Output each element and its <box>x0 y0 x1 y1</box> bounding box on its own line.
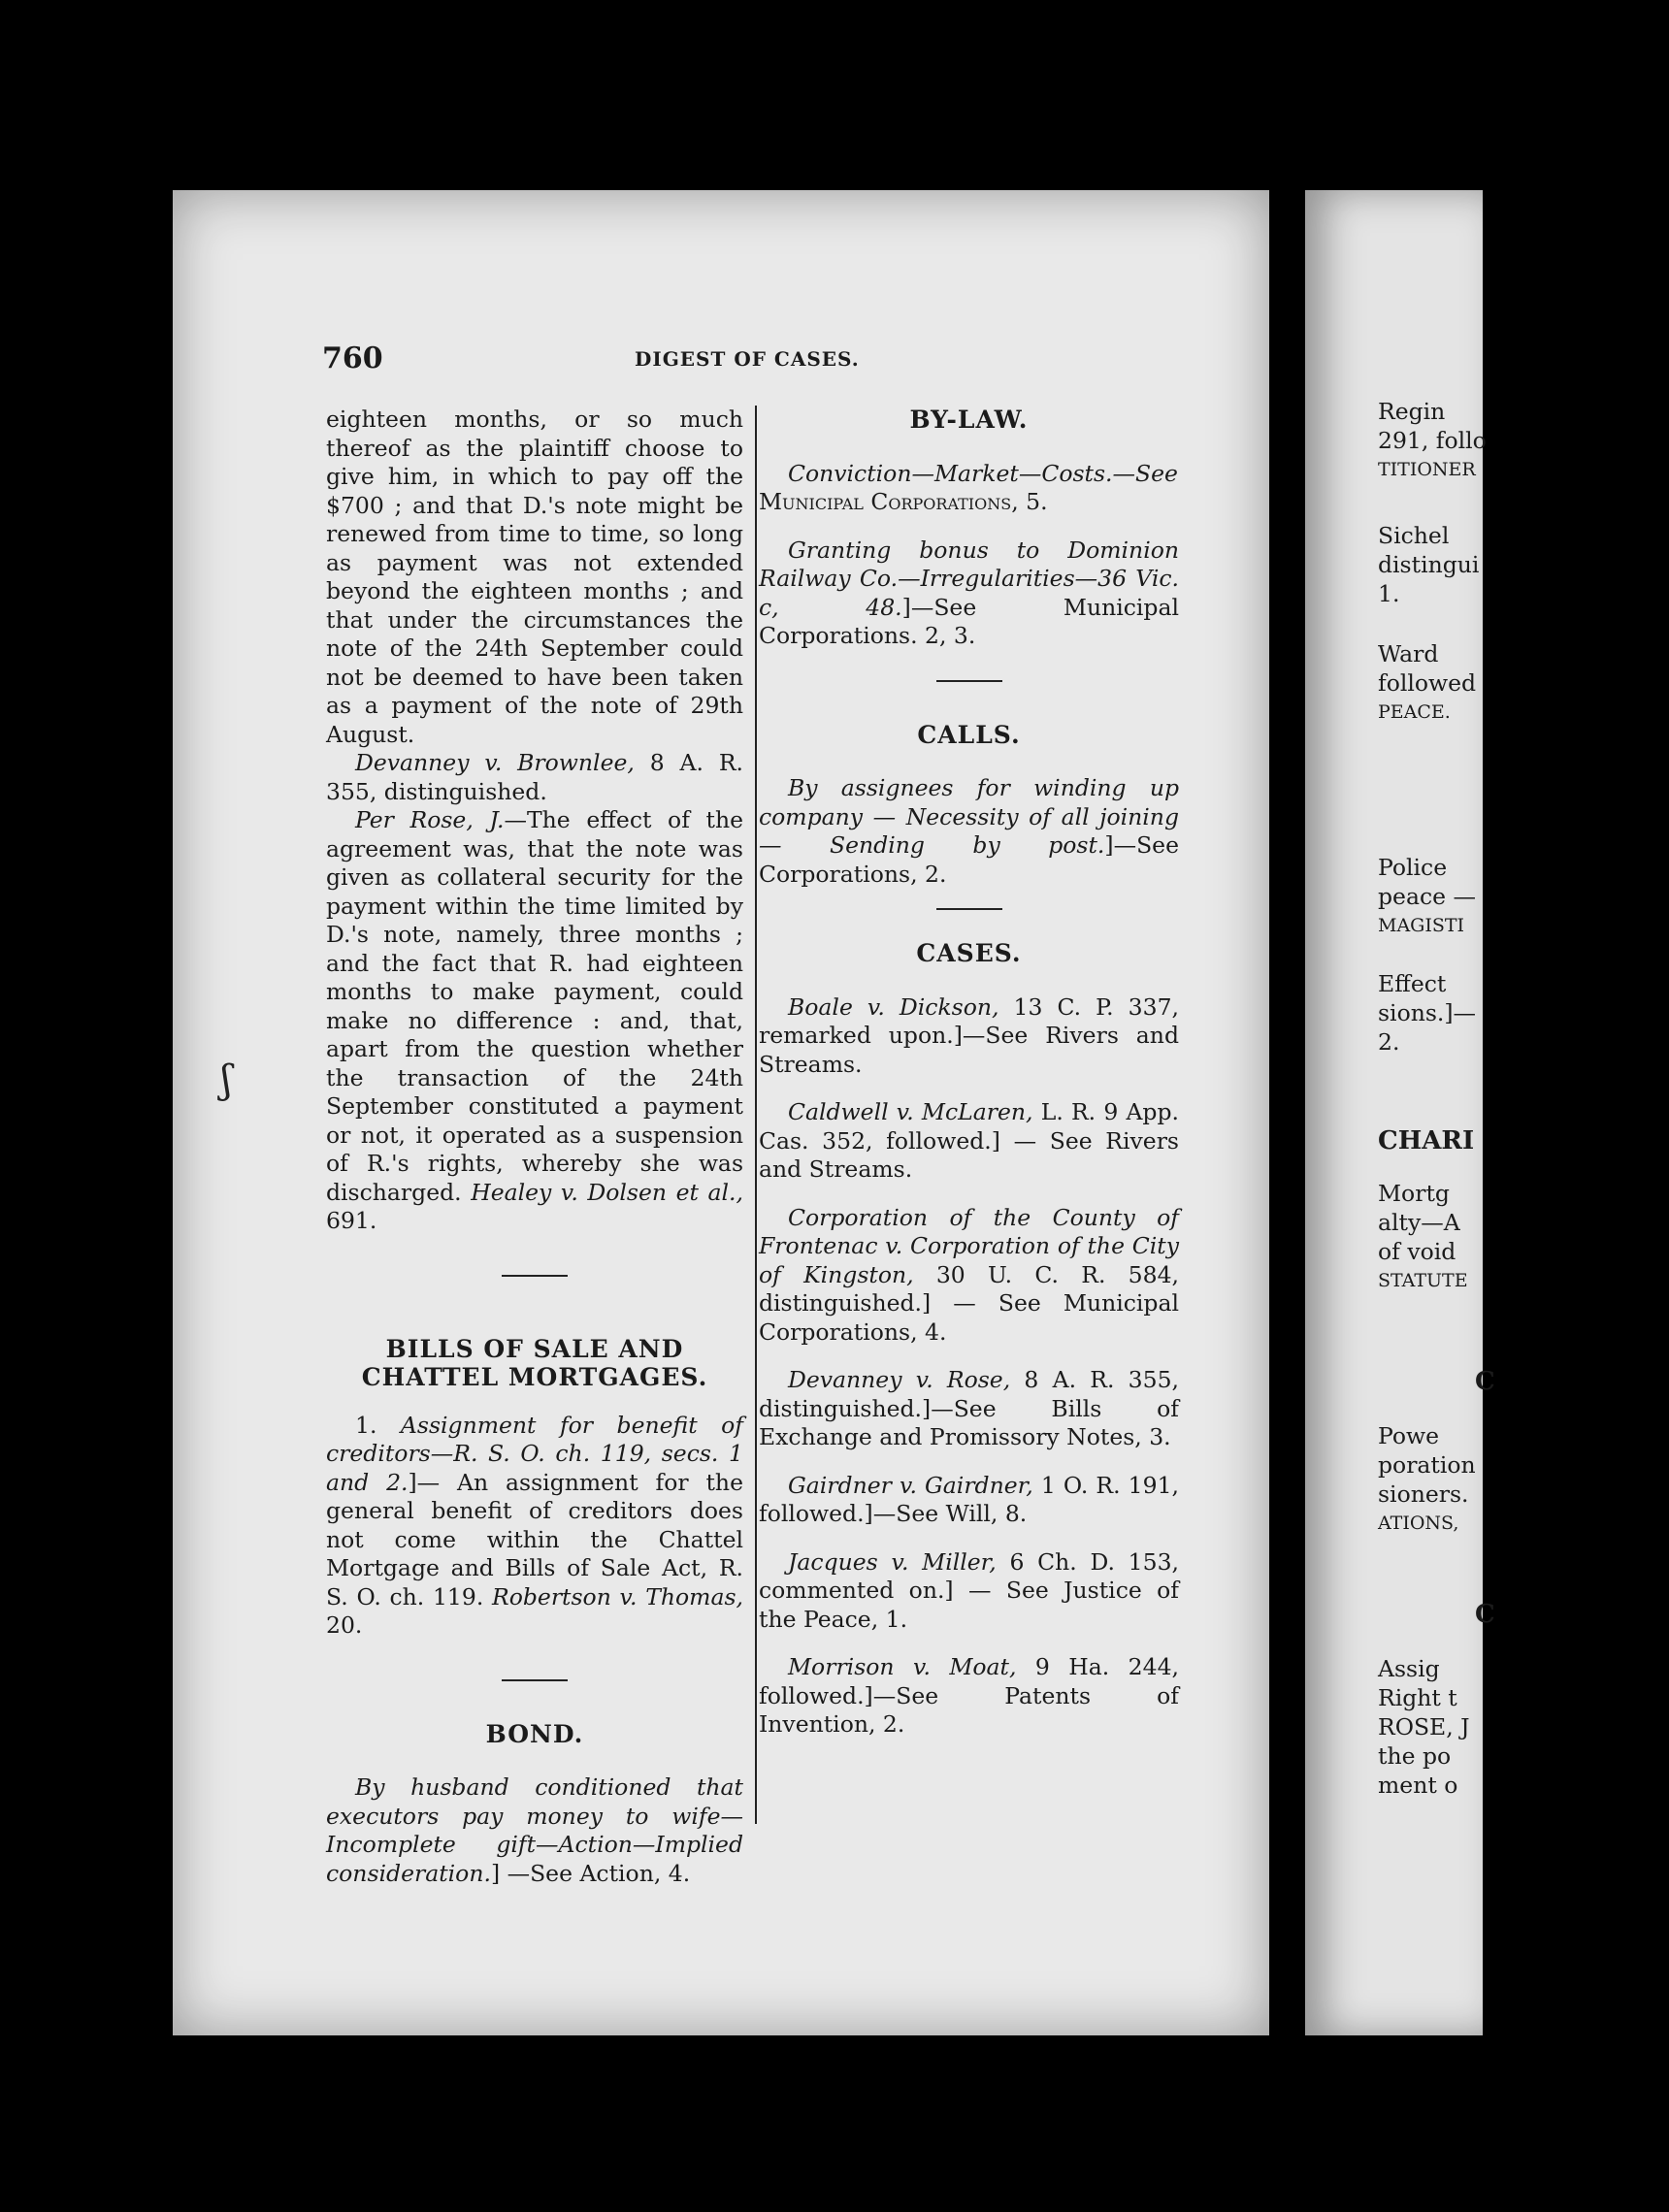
fragment-line: Powe <box>1378 1422 1440 1449</box>
case-entry <box>759 993 1179 1080</box>
section-heading: BILLS OF SALE AND CHATTEL MORTGAGES. <box>361 1334 708 1391</box>
case-name: Morrison v. Moat, <box>788 1653 1017 1680</box>
fragment-line: C <box>1475 1600 1495 1629</box>
paragraph-text: —The effect of the agreement was, that the note was given as collateral security for the payment within the time limited by D.'s note, namely, three months ; and the fact that R. had eighteen months to make payment, could make no difference : and, that, apart from the question whether the transaction of the 24th September constituted a payment or not, it operated as a suspension of R.'s rights, whereby she was discharged. <box>326 806 743 1206</box>
case-entry <box>759 1472 1179 1529</box>
section-rule <box>502 1679 568 1681</box>
fragment-line: MAGISTI <box>1378 915 1465 936</box>
citation: 8 A. R. 355, distinguished. <box>326 749 744 805</box>
case-entry <box>759 1204 1179 1348</box>
entry-text: ] —See Action, 4. <box>490 1859 691 1887</box>
fragment-line: poration <box>1378 1451 1476 1479</box>
fragment-line: ATIONS, <box>1378 1513 1459 1534</box>
fragment-line: Assig <box>1378 1655 1440 1682</box>
fragment-line: of void <box>1378 1238 1456 1265</box>
entry <box>759 537 1179 651</box>
fragment-line: peace — <box>1378 883 1476 910</box>
entry-text: ]—See Municipal Corporations. 2, 3. <box>759 593 1179 649</box>
fragment-line: Police <box>1378 854 1448 881</box>
entry-text: 9 Ha. 244, followed.]—See Patents of Invention, 2. <box>759 1653 1179 1738</box>
case-entry <box>759 1366 1179 1452</box>
citation: 691. <box>326 1207 377 1234</box>
page-title: DIGEST OF CASES. <box>635 347 860 371</box>
case-name: Gairdner v. Gairdner, <box>788 1471 1033 1499</box>
section-rule <box>936 680 1002 682</box>
fragment-line: followed <box>1378 669 1477 697</box>
fragment-line: Sichel <box>1378 522 1450 549</box>
paragraph <box>326 1773 743 1888</box>
entry-text: 6 Ch. D. 153, commented on.] — See Justice of the Peace, 1. <box>759 1547 1179 1633</box>
case-name: Devanney v. Rose, <box>788 1366 1011 1393</box>
entry-text: 30 U. C. R. 584, distinguished.] — See Municipal Corporations, 4. <box>759 1260 1179 1346</box>
section-rule <box>936 908 1002 910</box>
section-rule <box>502 1275 568 1277</box>
section-heading: CALLS. <box>917 720 1021 749</box>
running-head <box>322 342 1205 380</box>
entry-text: ]—See Corporations, 2. <box>759 831 1179 888</box>
case-name: Healey v. Dolsen et al., <box>471 1178 744 1206</box>
entry-topic: By husband conditioned that executors pay money to wife—Incomplete gift—Action—Implied consideration. <box>326 1773 743 1887</box>
entry-number: 1. <box>355 1411 401 1439</box>
fragment-line: sioners. <box>1378 1480 1469 1508</box>
case-entry <box>759 1098 1179 1185</box>
page-number: 760 <box>322 342 383 375</box>
case-entry <box>759 1653 1179 1740</box>
case-name: Jacques v. Miller, <box>788 1547 997 1576</box>
left-column <box>326 406 743 1888</box>
case-name: Caldwell v. McLaren, <box>788 1098 1033 1125</box>
case-entry <box>759 1548 1179 1635</box>
margin-mark: ʃ <box>221 1057 232 1102</box>
fragment-line: Regin <box>1378 398 1446 425</box>
entry-topic: Assignment for benefit of creditors—R. S. O. ch. 119, secs. 1 and 2. <box>326 1411 743 1496</box>
entry-text: 1 O. R. 191, followed.]—See Will, 8. <box>759 1471 1179 1527</box>
fragment-line: C <box>1475 1367 1495 1396</box>
fragment-line: CHARI <box>1378 1126 1475 1155</box>
paragraph <box>326 806 743 1236</box>
entry-topic: By assignees for winding up company — Necessity of all joining— Sending by post. <box>759 774 1179 859</box>
fragment-line: sions.]— <box>1378 999 1477 1026</box>
paragraph <box>326 1412 743 1641</box>
paragraph <box>326 749 743 806</box>
paragraph: eighteen months, or so much thereof as the plaintiff choose to give him, in which to pay off the $700 ; and that D.'s note might be renewed from time to time, so long as payment was not extended beyond the eighteen months ; and that under the circumstances the note of the 24th September could not be deemed to have been taken as a payment of the note of 29th August. <box>326 406 743 748</box>
entry-text: L. R. 9 App. Cas. 352, followed.] — See Rivers and Streams. <box>759 1098 1179 1183</box>
entry-text: 13 C. P. 337, remarked upon.]—See Rivers and Streams. <box>759 992 1179 1078</box>
case-name: Boale v. Dickson, <box>788 992 999 1021</box>
entry <box>759 774 1179 889</box>
fragment-line: TITIONER <box>1378 459 1476 480</box>
fragment-line: PEACE. <box>1378 701 1451 723</box>
fragment-line: Ward <box>1378 640 1439 667</box>
fragment-line: 291, follo <box>1378 427 1487 454</box>
fragment-line: ment o <box>1378 1772 1458 1799</box>
case-name: Robertson v. Thomas, <box>492 1582 744 1610</box>
judge-lead: Per Rose, J. <box>355 806 505 833</box>
entry-text: Municipal Corporations, 5. <box>759 488 1048 515</box>
entry-topic: Granting bonus to Dominion Railway Co.—Irregularities—36 Vic. c, 48. <box>759 536 1179 621</box>
entry <box>759 460 1179 517</box>
section-heading: BOND. <box>485 1719 584 1748</box>
fragment-line: STATUTE <box>1378 1270 1468 1291</box>
case-name: Corporation of the County of Frontenac v. Corporation of the City of Kingston, <box>759 1203 1179 1288</box>
citation: 20. <box>326 1611 363 1639</box>
section-heading: CASES. <box>916 939 1022 967</box>
fragment-line: the po <box>1378 1742 1452 1770</box>
fragment-line: Mortg <box>1378 1180 1450 1207</box>
fragment-line: alty—A <box>1378 1209 1460 1236</box>
fragment-line: Right t <box>1378 1684 1457 1711</box>
fragment-line: 1. <box>1378 580 1400 607</box>
fragment-line: ROSE, J <box>1378 1713 1470 1740</box>
fragment-line: Effect <box>1378 970 1447 997</box>
entry-topic: Conviction—Market—Costs.—See <box>788 459 1178 487</box>
entry-text: ]— An assignment for the general benefit of creditors does not come within the Chattel Mortgage and Bills of Sale Act, R. S. O. ch. 119. <box>326 1468 743 1610</box>
fragment-line: 2. <box>1378 1028 1400 1056</box>
fragment-line: distingui <box>1378 551 1480 578</box>
entry-text: 8 A. R. 355, distinguished.]—See Bills of Exchange and Promissory Notes, 3. <box>759 1366 1179 1450</box>
section-heading: BY-LAW. <box>909 406 1029 434</box>
middle-column <box>757 406 1179 1759</box>
case-name: Devanney v. Brownlee, <box>355 749 635 776</box>
